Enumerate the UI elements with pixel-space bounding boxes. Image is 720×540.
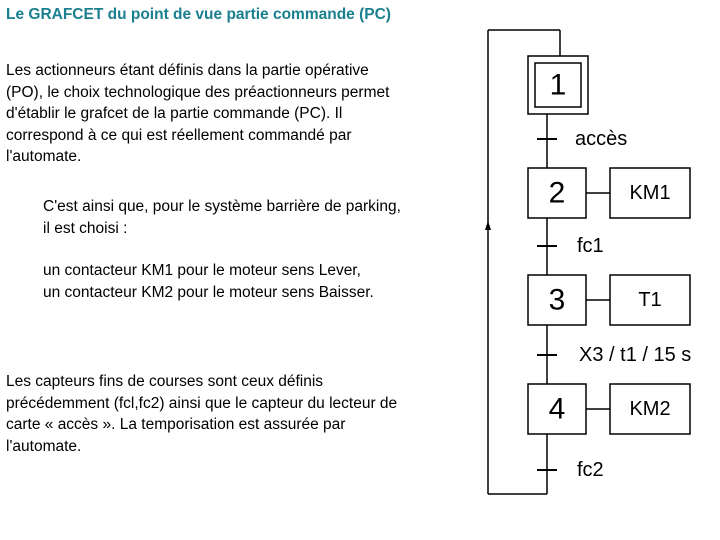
page-title: Le GRAFCET du point de vue partie commande (PC): [6, 6, 391, 23]
transition-fc2-label: fc2: [577, 459, 604, 481]
step-4: [528, 384, 690, 434]
transition-acces-label: accès: [575, 128, 628, 150]
transition-timer: [537, 344, 691, 366]
intro-line: (PO), le choix technologique des préactionneurs permet: [6, 83, 390, 101]
step-3-number: 3: [548, 283, 566, 317]
transition-timer-label: X3 / t1 / 15 s: [579, 344, 692, 366]
sensors-line: Les capteurs fins de courses sont ceux définis: [6, 373, 324, 390]
transition-acces: [537, 128, 627, 150]
step-3: [528, 275, 690, 325]
step-2: [528, 168, 690, 218]
intro-line: correspond à ce qui est réellement commandé par: [6, 126, 352, 144]
step-4-number: 4: [548, 392, 566, 426]
sensors-line: carte « accès ». La temporisation est assurée par: [6, 416, 346, 433]
step-2-action-label: KM1: [629, 182, 671, 204]
example-line: il est choisi :: [43, 219, 128, 237]
example-line: C'est ainsi que, pour le système barrière de parking,: [43, 198, 401, 215]
sensors-line: l'automate.: [6, 437, 82, 455]
intro-line: Les actionneurs étant définis dans la partie opérative: [6, 62, 369, 79]
step-3-action-label: T1: [638, 289, 662, 311]
intro-line: d'établir le grafcet de la partie commande (PC). Il: [6, 105, 343, 122]
return-arrow: [485, 221, 491, 230]
contactor-line: un contacteur KM1 pour le moteur sens Lever,: [43, 262, 361, 279]
step-2-number: 2: [548, 176, 566, 210]
step-4-action-label: KM2: [629, 398, 671, 420]
intro-line: l'automate.: [6, 148, 82, 165]
contactor-line: un contacteur KM2 pour le moteur sens Baisser.: [43, 283, 374, 301]
transition-fc1-label: fc1: [577, 235, 604, 257]
step-1: [528, 56, 588, 114]
sensors-line: précédemment (fcl,fc2) ainsi que le capteur du lecteur de: [6, 394, 398, 412]
step-1-number: 1: [549, 68, 567, 102]
